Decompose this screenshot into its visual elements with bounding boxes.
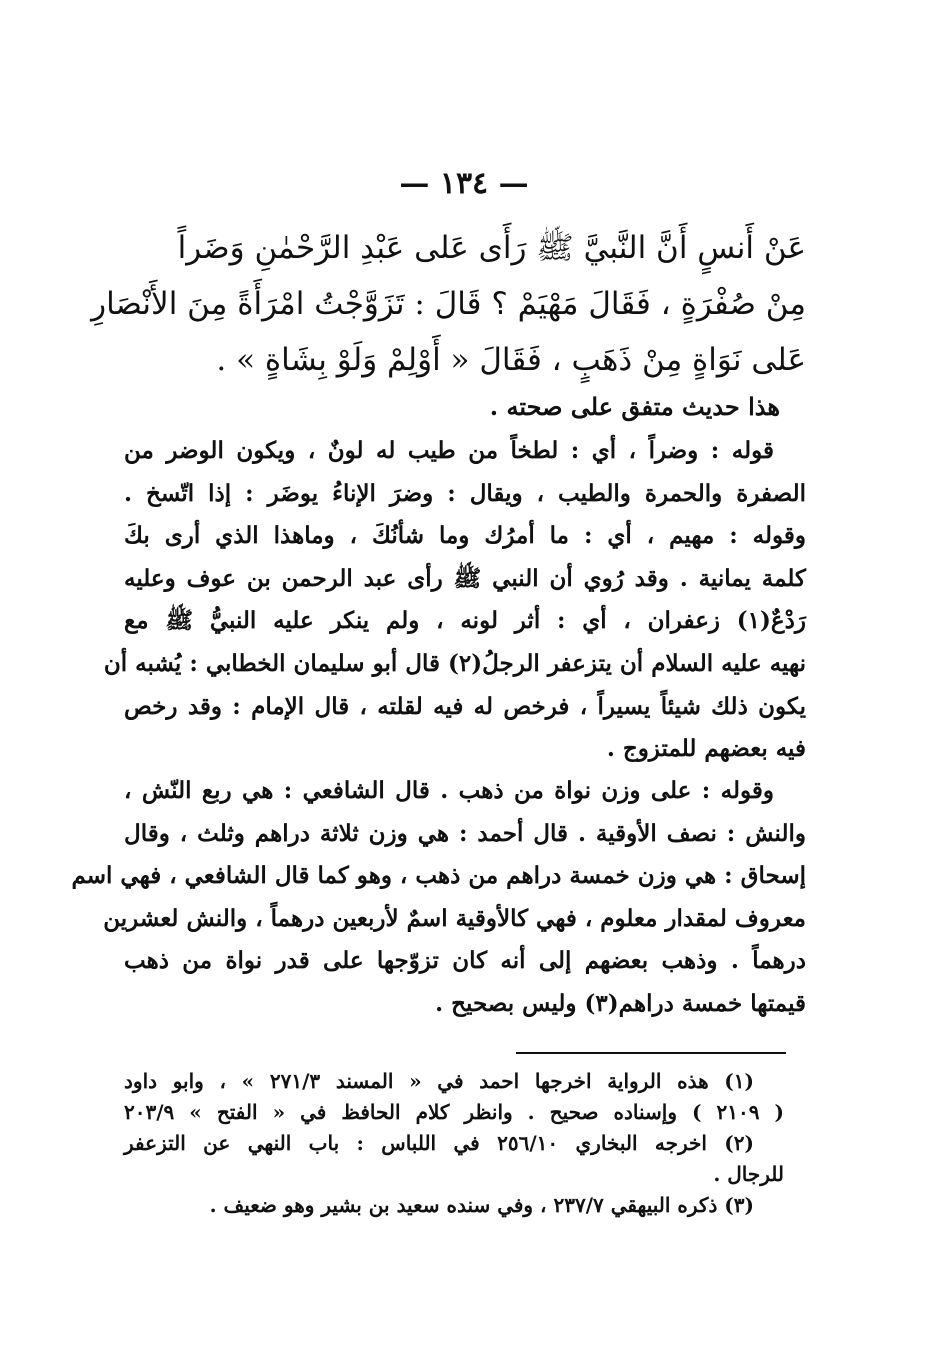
footnote-separator — [516, 1052, 786, 1054]
commentary-line: إسحاق : هي وزن خمسة دراهم من ذهب ، وهو كما قال الشافعي ، فهي اسم — [71, 862, 806, 890]
commentary-line: نهيه عليه السلام أن يتزعفر الرجلُ(٢) قال أبو سليمان الخطابي : يُشبه أن — [103, 649, 806, 677]
commentary-line: يكون ذلك شيئاً يسيراً ، فرخص له فيه لقلته ، قال الإمام : وقد رخص — [124, 692, 806, 720]
footnote-3: (٣) ذكره البيهقي ٢٣٧/٧ ، وفي سنده سعيد بن بشير وهو ضعيف . — [209, 1193, 754, 1217]
commentary-paragraph — [103, 430, 806, 771]
hadith-line: عَنْ أَنسٍ أَنَّ النَّبيَّ ﷺ رَأَى عَلى عَبْدِ الرَّحْمٰنِ وَضَراً — [177, 230, 806, 266]
commentary-line: وقوله : على وزن نواة من ذهب . قال الشافعي : هي ربع النّش ، — [124, 777, 774, 804]
commentary-line: درهماً . وذهب بعضهم إلى أنه كان تزوّجها على قدر نواة من ذهب — [124, 947, 806, 975]
hadith-text — [91, 220, 806, 388]
footnote-1: (١) هذه الرواية اخرجها احمد في « المسند ٢٧١/٣ » ، وابو داود — [124, 1069, 754, 1093]
footnote-2: (٢) اخرجه البخاري ٢٥٦/١٠ في اللباس : باب النهي عن التزعفر — [124, 1131, 754, 1155]
footnote-1-continued: ( ٢١٠٩ ) وإسناده صحيح . وانظر كلام الحافظ في « الفتح » ٢٠٣/٩ — [124, 1100, 784, 1124]
commentary-line: فيه بعضهم للمتزوج . — [606, 735, 806, 763]
hadith-line: عَلى نَوَاةٍ مِنْ ذَهَبٍ ، فَقَالَ « أَوْلِمْ وَلَوْ بِشَاةٍ » . — [216, 342, 806, 378]
commentary-line: وقوله : مهيم ، أي : ما أمرُك وما شأنُكَ ، وماهذا الذي أرى بكَ — [124, 522, 806, 550]
hadith-grade: هذا حديث متفق على صحته . — [489, 392, 780, 421]
commentary-line: كلمة يمانية . وقد رُوي أن النبي ﷺ رأى عبد الرحمن بن عوف وعليه — [124, 564, 806, 592]
commentary-line: رَدْعٌ(١) زعفران ، أي : أثر لونه ، ولم ينكر عليه النبيُّ ﷺ مع — [124, 607, 806, 635]
commentary-line: قوله : وضراً ، أي : لطخاً من طيب له لونٌ ، ويكون الوضر من — [124, 437, 774, 464]
page-number: — ١٣٤ — — [399, 166, 529, 201]
footnotes — [124, 1066, 784, 1221]
hadith-line: مِنْ صُفْرَةٍ ، فَقَالَ مَهْيَمْ ؟ قَالَ : تَزَوَّجْتُ امْرَأَةً مِنَ الأَنْصَارِ — [91, 286, 806, 322]
commentary-line: معروف لمقدار معلوم ، فهي كالأوقية اسمٌ لأربعين درهماً ، والنش لعشرين — [103, 904, 806, 932]
commentary-line: قيمتها خمسة دراهم(٣) وليس بصحيح . — [435, 989, 806, 1017]
footnote-2-continued: للرجال . — [713, 1162, 784, 1186]
commentary-paragraph — [71, 770, 806, 1026]
commentary-line: والنش : نصف الأوقية . قال أحمد : هي وزن ثلاثة دراهم وثلث ، وقال — [124, 819, 806, 847]
commentary-line: الصفرة والحمرة والطيب ، ويقال : وضرَ الإناءُ يوضَر : إذا اتّسخ . — [124, 479, 806, 507]
